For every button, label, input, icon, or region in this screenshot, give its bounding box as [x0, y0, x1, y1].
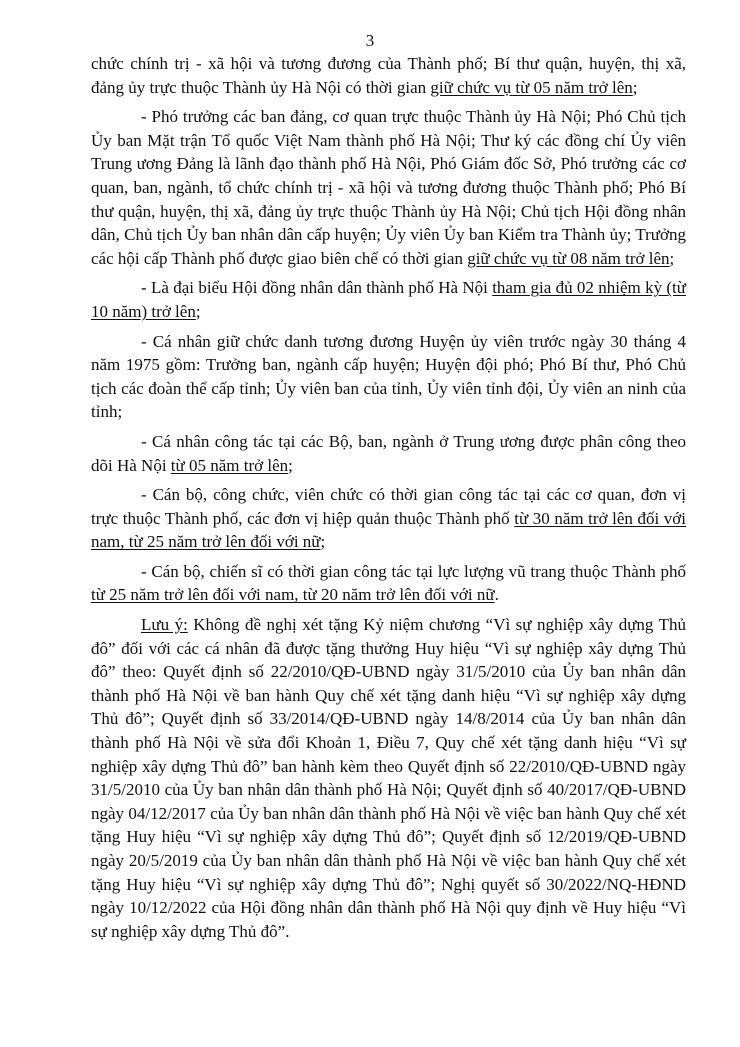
- paragraph: [91, 105, 686, 270]
- text-run: chức chính trị - xã hội và tương đương của Thành phố; Bí thư quận, huyện, thị xã, đảng ủy trực thuộc Thành ủy Hà Nội có thời gian: [91, 54, 686, 97]
- text-run: Không đề nghị xét tặng Kỷ niệm chương “Vì sự nghiệp xây dựng Thủ đô” đối với các cá nhân đã được tặng thưởng Huy hiệu “Vì sự nghiệp xây dựng Thủ đô” theo: Quyết định số 22/2010/QĐ-UBND ngày 31/5/2010 của Ủy ban nhân dân thành phố Hà Nội về ban hành Quy chế xét tặng danh hiệu “Vì sự nghiệp xây dựng Thủ đô”; Quyết định số 33/2014/QĐ-UBND ngày 14/8/2014 của Ủy ban nhân dân thành phố Hà Nội về sửa đổi Khoản 1, Điều 7, Quy chế xét tặng danh hiệu “Vì sự nghiệp xây dựng Thủ đô” ban hành kèm theo Quyết định số 22/2010/QĐ-UBND ngày 31/5/2010 của Ủy ban nhân dân thành phố Hà Nội; Quyết định số 40/2017/QĐ-UBND ngày 04/12/2017 của Ủy ban nhân dân thành phố Hà Nội về việc ban hành Quy chế xét tặng Huy hiệu “Vì sự nghiệp xây dựng Thủ đô”; Quyết định số 12/2019/QĐ-UBND ngày 20/5/2019 của Ủy ban nhân dân thành phố Hà Nội về việc ban hành Quy chế xét tặng Huy hiệu “Vì sự nghiệp xây dựng Thủ đô”; Nghị quyết số 30/2022/NQ-HĐND ngày 10/12/2022 của Hội đồng nhân dân thành phố Hà Nội quy định về Huy hiệu “Vì sự nghiệp xây dựng Thủ đô”.: [91, 615, 686, 941]
- paragraph: [91, 52, 686, 99]
- paragraph: [91, 330, 686, 424]
- text-run: - Phó trưởng các ban đảng, cơ quan trực thuộc Thành ủy Hà Nội; Phó Chủ tịch Ủy ban Mặt trận Tổ quốc Việt Nam thành phố Hà Nội; Thư ký các đồng chí Ủy viên Trung ương Đảng là lãnh đạo thành phố Hà Nội, Phó Giám đốc Sở, Phó trưởng các cơ quan, ban, ngành, tổ chức chính trị - xã hội và tương đương thuộc Thành phố; Phó Bí thư quận, huyện, thị xã, đảng ủy trực thuộc Thành ủy Hà Nội; Chủ tịch Hội đồng nhân dân, Chủ tịch Ủy ban nhân dân cấp huyện; Ủy viên Ủy ban Kiểm tra Thành ủy; Trưởng các hội cấp Thành phố được giao biên chế có thời gian: [91, 107, 686, 268]
- paragraph: [91, 560, 686, 607]
- text-run: - Cán bộ, công chức, viên chức có thời gian công tác tại các cơ quan, đơn vị trực thuộc Thành phố, các đơn vị hiệp quản thuộc Thành phố: [91, 485, 686, 528]
- underlined-text: từ 25 năm trở lên đối với nam, từ 20 năm trở lên đối với nữ: [91, 585, 495, 605]
- underlined-text: tham gia đủ 02 nhiệm kỳ (từ 10 năm) trở lên: [91, 278, 686, 321]
- text-run: ;: [632, 77, 638, 97]
- underlined-text: từ 05 năm trở lên: [170, 455, 289, 475]
- text-run: - Là đại biểu Hội đồng nhân dân thành phố Hà Nội: [141, 278, 493, 298]
- underlined-text: từ 30 năm trở lên đối với nam, từ 25 năm trở lên đối với nữ: [91, 508, 686, 552]
- text-run: ;: [669, 248, 675, 268]
- text-run: - Cá nhân công tác tại các Bộ, ban, ngành ở Trung ương được phân công theo dõi Hà Nội: [91, 431, 686, 475]
- text-run: ;: [288, 455, 293, 475]
- document-body: [91, 52, 686, 943]
- paragraph: [91, 483, 686, 554]
- paragraph: [91, 613, 686, 943]
- text-run: ;: [320, 532, 326, 552]
- underlined-text: Lưu ý:: [141, 615, 188, 635]
- text-run: ;: [195, 301, 201, 321]
- paragraph: [91, 430, 686, 477]
- text-run: - Cán bộ, chiến sĩ có thời gian công tác tại lực lượng vũ trang thuộc Thành phố: [141, 561, 686, 581]
- underlined-text: giữ chức vụ từ 05 năm trở lên: [430, 77, 633, 97]
- paragraph: [91, 276, 686, 323]
- page-number: 3: [365, 31, 375, 50]
- text-run: .: [494, 585, 499, 605]
- underlined-text: giữ chức vụ từ 08 năm trở lên: [467, 248, 670, 268]
- text-run: - Cá nhân giữ chức danh tương đương Huyện ủy viên trước ngày 30 tháng 4 năm 1975 gồm: Trưởng ban, ngành cấp huyện; Huyện đội phó; Phó Bí thư, Phó Chủ tịch các đoàn thể cấp tỉnh; Ủy viên ban của tỉnh, Ủy viên tỉnh đội, Ủy viên an ninh của tỉnh;: [91, 331, 686, 422]
